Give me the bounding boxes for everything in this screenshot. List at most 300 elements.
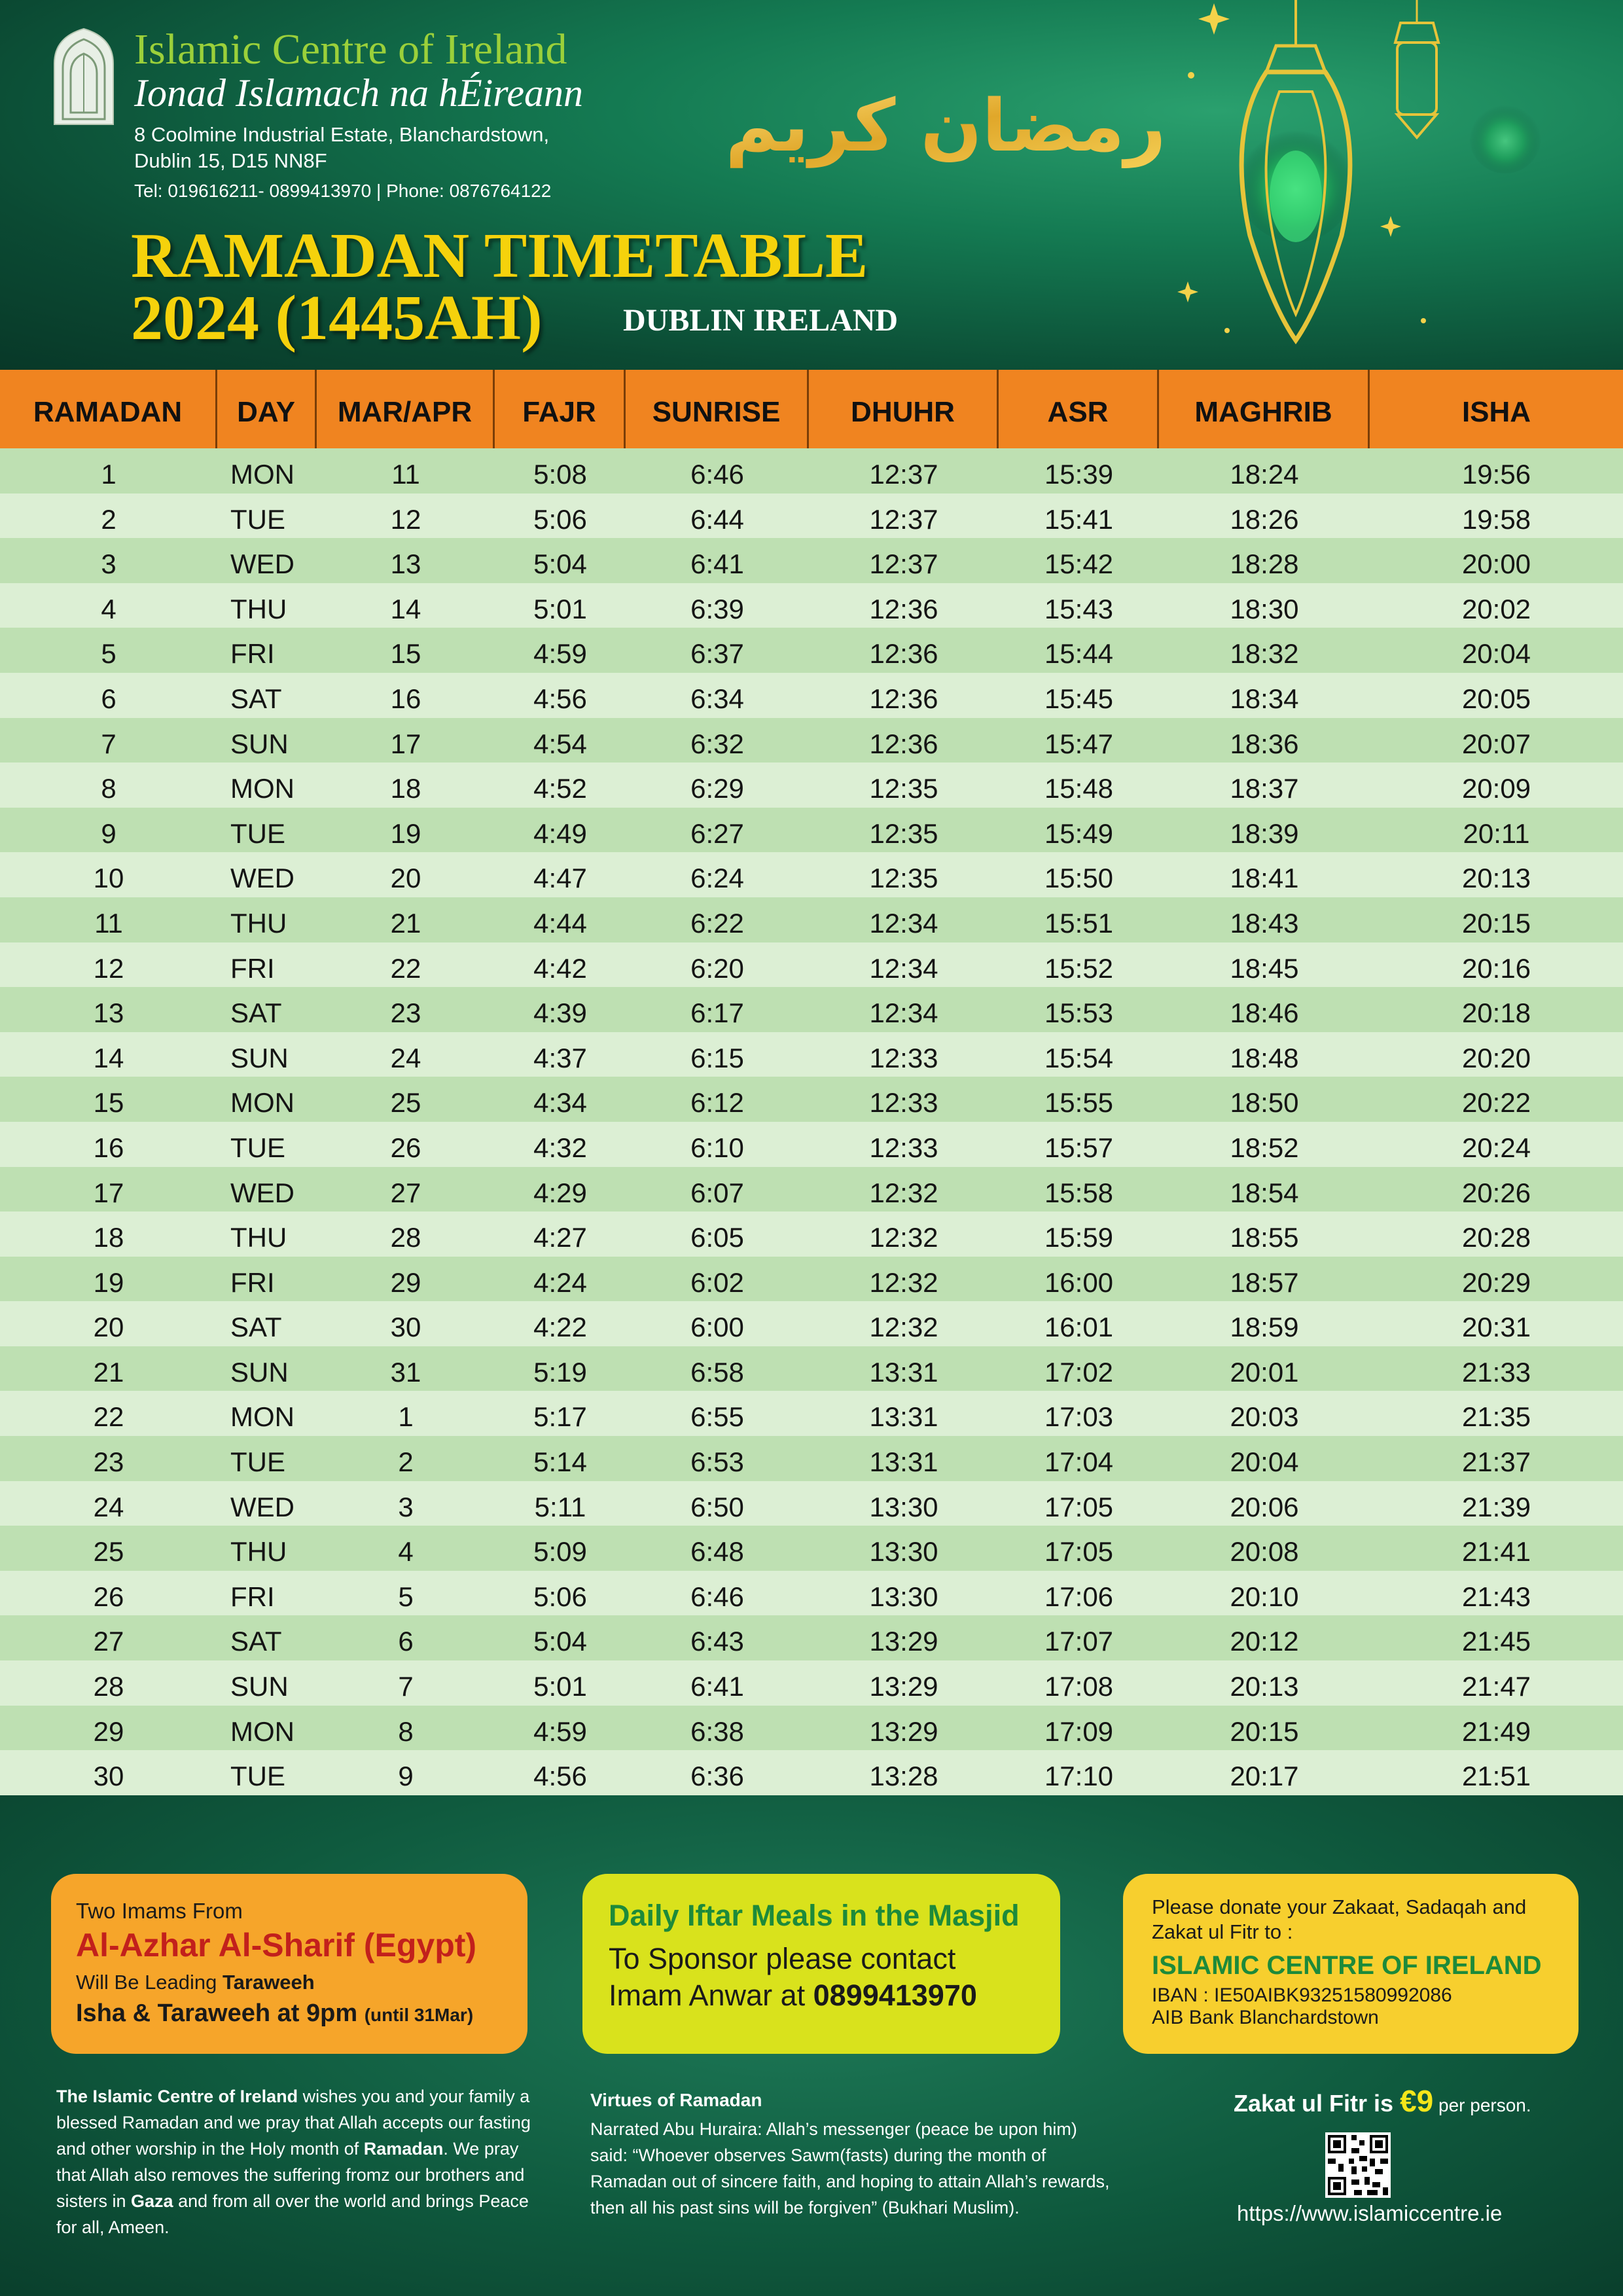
table-cell: 13:30 [869, 1491, 938, 1522]
table-row [0, 583, 1623, 628]
page-title-line-2: 2024 (1445AH) [131, 283, 543, 353]
table-cell: 9 [101, 817, 116, 849]
table-cell: 19:56 [1461, 459, 1531, 490]
table-cell: 12:35 [869, 773, 938, 804]
table-cell: 13 [390, 548, 421, 580]
table-row [0, 808, 1623, 853]
table-cell: 15:51 [1044, 907, 1114, 939]
iftar-line-2: Imam Anwar at 0899413970 [609, 1979, 977, 2012]
table-cell: 20:07 [1461, 728, 1531, 759]
table-cell: 15:44 [1044, 638, 1114, 670]
table-cell: 6:44 [690, 503, 744, 535]
table-cell: THU [230, 593, 287, 624]
table-cell: 8 [398, 1715, 414, 1747]
table-cell: 15:59 [1044, 1222, 1114, 1253]
website-link[interactable]: https://www.islamiccentre.ie [1237, 2201, 1503, 2225]
table-cell: 5:09 [533, 1536, 587, 1568]
table-cell: SUN [230, 1042, 289, 1073]
table-cell: 5 [398, 1581, 414, 1612]
table-cell: SUN [230, 1671, 289, 1702]
table-cell: 12:33 [869, 1042, 938, 1073]
table-cell: 4:59 [533, 638, 587, 670]
table-cell: 18:46 [1230, 997, 1299, 1029]
table-cell: FRI [230, 638, 275, 670]
table-cell: 5:01 [533, 1671, 587, 1702]
table-cell: 5 [101, 638, 116, 670]
table-row [0, 1750, 1623, 1795]
table-row [0, 1211, 1623, 1257]
table-cell: 21 [390, 907, 421, 939]
table-cell: 21:37 [1461, 1446, 1531, 1478]
table-cell: 6:17 [690, 997, 744, 1029]
table-cell: 20:18 [1461, 997, 1531, 1029]
table-cell: 20:08 [1230, 1536, 1299, 1568]
table-cell: 6:15 [690, 1042, 744, 1073]
table-cell: 20:15 [1230, 1715, 1299, 1747]
table-cell: 20:13 [1461, 863, 1531, 894]
table-cell: 17:09 [1044, 1715, 1114, 1747]
table-cell: 20 [390, 863, 421, 894]
table-cell: 17:04 [1044, 1446, 1114, 1478]
table-cell: 21:43 [1461, 1581, 1531, 1612]
table-cell: 20:22 [1461, 1087, 1531, 1119]
column-header: RAMADAN [0, 370, 217, 448]
table-cell: FRI [230, 1266, 275, 1298]
table-cell: 20:17 [1230, 1761, 1299, 1792]
table-cell: 20:15 [1461, 907, 1531, 939]
page-title-city: DUBLIN IRELAND [623, 303, 899, 338]
table-cell: 12:36 [869, 593, 938, 624]
table-cell: 28 [93, 1671, 124, 1702]
table-cell: 21:45 [1461, 1626, 1531, 1657]
table-cell: 6:46 [690, 1581, 744, 1612]
table-cell: 8 [101, 773, 116, 804]
table-cell: 30 [390, 1312, 421, 1343]
column-header: SUNRISE [626, 370, 809, 448]
table-cell: SAT [230, 683, 282, 714]
table-cell: 4:39 [533, 997, 587, 1029]
table-cell: 18:32 [1230, 638, 1299, 670]
table-cell: 6:43 [690, 1626, 744, 1657]
table-row [0, 1615, 1623, 1660]
table-cell: 16:00 [1044, 1266, 1114, 1298]
iftar-title: Daily Iftar Meals in the Masjid [609, 1899, 1020, 1932]
column-header: ASR [999, 370, 1159, 448]
column-header: FAJR [495, 370, 626, 448]
table-cell: MON [230, 1715, 294, 1747]
ramadan-kareem-calligraphy [725, 59, 1166, 190]
address [134, 122, 549, 174]
table-cell: 11 [94, 907, 123, 939]
svg-text:رمضان كريم: رمضان كريم [725, 84, 1166, 168]
table-cell: 29 [93, 1715, 124, 1747]
table-cell: 4:24 [533, 1266, 587, 1298]
iftar-line-1: To Sponsor please contact [609, 1942, 956, 1975]
table-cell: 20:03 [1230, 1401, 1299, 1433]
table-cell: 20:11 [1463, 817, 1530, 849]
table-row [0, 1526, 1623, 1571]
table-cell: THU [230, 1222, 287, 1253]
table-cell: 12:34 [869, 907, 938, 939]
table-cell: 12:37 [869, 459, 938, 490]
table-cell: 4:27 [533, 1222, 587, 1253]
table-cell: 17:05 [1044, 1491, 1114, 1522]
table-cell: SAT [230, 1626, 282, 1657]
qr-code-icon[interactable] [1325, 2132, 1391, 2198]
virtues-title: Virtues of Ramadan [590, 2090, 762, 2110]
table-cell: 19:58 [1461, 503, 1531, 535]
table-cell: 6:22 [690, 907, 744, 939]
table-cell: 19 [93, 1266, 124, 1298]
table-cell: 15:43 [1044, 593, 1114, 624]
table-cell: 16 [93, 1132, 124, 1163]
table-cell: 20:09 [1461, 773, 1531, 804]
table-cell: 4:56 [533, 683, 587, 714]
table-cell: 20:04 [1461, 638, 1531, 670]
table-cell: 4 [101, 593, 116, 624]
table-cell: 27 [390, 1177, 421, 1208]
table-cell: 6:12 [690, 1087, 744, 1119]
table-cell: 24 [93, 1491, 124, 1522]
table-cell: 6:20 [690, 952, 744, 984]
table-cell: SAT [230, 997, 282, 1029]
table-cell: MON [230, 459, 294, 490]
table-cell: 15:47 [1044, 728, 1114, 759]
table-cell: 4:37 [533, 1042, 587, 1073]
table-cell: 5:06 [533, 503, 587, 535]
table-cell: 15:39 [1044, 459, 1114, 490]
table-cell: 15:57 [1044, 1132, 1114, 1163]
table-cell: 15:50 [1044, 863, 1114, 894]
address-line-1: 8 Coolmine Industrial Estate, Blanchardstown, [134, 123, 550, 146]
table-cell: THU [230, 907, 287, 939]
table-cell: 16 [390, 683, 421, 714]
table-cell: 14 [390, 593, 421, 624]
table-cell: 20:16 [1461, 952, 1531, 984]
table-cell: 20:01 [1230, 1356, 1299, 1388]
table-cell: 6:29 [690, 773, 744, 804]
table-cell: 18:28 [1230, 548, 1299, 580]
table-cell: 26 [93, 1581, 124, 1612]
table-cell: 5:01 [533, 593, 587, 624]
table-cell: 18:26 [1230, 503, 1299, 535]
table-cell: 21:39 [1461, 1491, 1531, 1522]
table-cell: 20:06 [1230, 1491, 1299, 1522]
table-cell: 20:12 [1230, 1626, 1299, 1657]
iftar-card [582, 1874, 1060, 2054]
table-cell: 6:46 [690, 459, 744, 490]
donate-iban: IBAN : IE50AIBK93251580992086 [1152, 1984, 1452, 2006]
table-cell: 15:42 [1044, 548, 1114, 580]
table-cell: WED [230, 1491, 294, 1522]
table-cell: 17:03 [1044, 1401, 1114, 1433]
table-cell: 5:04 [533, 548, 587, 580]
table-cell: 17 [93, 1177, 124, 1208]
table-cell: 18:54 [1230, 1177, 1299, 1208]
column-header: MAGHRIB [1159, 370, 1370, 448]
table-cell: 5:17 [533, 1401, 587, 1433]
table-cell: TUE [230, 1446, 285, 1478]
table-cell: FRI [230, 1581, 275, 1612]
table-cell: 21:33 [1461, 1356, 1531, 1388]
donate-line-1: Please donate your Zakaat, Sadaqah and Zakat ul Fitr to : [1152, 1895, 1527, 1943]
table-cell: 6:34 [690, 683, 744, 714]
table-cell: 12:35 [869, 817, 938, 849]
table-cell: 13:28 [869, 1761, 938, 1792]
table-cell: FRI [230, 952, 275, 984]
table-cell: 15:52 [1044, 952, 1114, 984]
table-cell: TUE [230, 1761, 285, 1792]
table-cell: 15:58 [1044, 1177, 1114, 1208]
table-cell: 13 [93, 997, 124, 1029]
table-cell: 18:50 [1230, 1087, 1299, 1119]
table-row [0, 538, 1623, 583]
table-row [0, 673, 1623, 718]
table-cell: WED [230, 863, 294, 894]
column-header: DAY [217, 370, 317, 448]
table-cell: 20:20 [1461, 1042, 1531, 1073]
column-header: DHUHR [809, 370, 999, 448]
table-cell: WED [230, 548, 294, 580]
table-cell: 15:53 [1044, 997, 1114, 1029]
table-cell: 12:34 [869, 952, 938, 984]
table-cell: 23 [390, 997, 421, 1029]
table-cell: 16:01 [1044, 1312, 1114, 1343]
table-cell: 6:58 [690, 1356, 744, 1388]
table-row [0, 852, 1623, 897]
table-cell: 4:54 [533, 728, 587, 759]
table-cell: 21:51 [1461, 1761, 1531, 1792]
table-cell: 2 [398, 1446, 414, 1478]
footer [0, 1795, 1623, 2296]
table-cell: 1 [101, 459, 116, 490]
table-cell: 14 [93, 1042, 124, 1073]
table-row [0, 1391, 1623, 1436]
table-cell: 3 [398, 1491, 414, 1522]
table-cell: MON [230, 1401, 294, 1433]
table-cell: 6:00 [690, 1312, 744, 1343]
table-cell: 24 [390, 1042, 421, 1073]
table-cell: 17:08 [1044, 1671, 1114, 1702]
table-row [0, 718, 1623, 763]
table-cell: 18 [93, 1222, 124, 1253]
table-cell: 6:05 [690, 1222, 744, 1253]
table-cell: 4:44 [533, 907, 587, 939]
table-cell: 12:32 [869, 1177, 938, 1208]
table-cell: 22 [390, 952, 421, 984]
table-cell: 18 [390, 773, 421, 804]
address-line-2: Dublin 15, D15 NN8F [134, 149, 327, 172]
table-cell: 5:08 [533, 459, 587, 490]
table-cell: 6:41 [690, 1671, 744, 1702]
lantern-decoration-icon [1165, 0, 1466, 367]
table-cell: 17:10 [1044, 1761, 1114, 1792]
table-cell: 17:06 [1044, 1581, 1114, 1612]
table-cell: 4:42 [533, 952, 587, 984]
table-cell: 12 [390, 503, 421, 535]
table-cell: 4 [398, 1536, 414, 1568]
table-cell: 4:29 [533, 1177, 587, 1208]
table-cell: 12:37 [869, 503, 938, 535]
table-row [0, 897, 1623, 942]
table-cell: 4:59 [533, 1715, 587, 1747]
table-cell: 6:27 [690, 817, 744, 849]
table-cell: 18:43 [1230, 907, 1299, 939]
table-cell: 12:32 [869, 1266, 938, 1298]
mosque-logo-icon [51, 27, 116, 124]
table-cell: 12:34 [869, 997, 938, 1029]
table-cell: 9 [398, 1761, 414, 1792]
table-cell: 6 [398, 1626, 414, 1657]
table-cell: 12:33 [869, 1087, 938, 1119]
table-cell: 5:06 [533, 1581, 587, 1612]
table-cell: 25 [390, 1087, 421, 1119]
table-cell: 21:49 [1461, 1715, 1531, 1747]
table-cell: 15:55 [1044, 1087, 1114, 1119]
table-cell: 20:02 [1461, 593, 1531, 624]
table-cell: 12:37 [869, 548, 938, 580]
table-row [0, 1436, 1623, 1481]
table-cell: 20:10 [1230, 1581, 1299, 1612]
table-cell: 12:36 [869, 728, 938, 759]
table-cell: 20:05 [1461, 683, 1531, 714]
table-cell: 6:53 [690, 1446, 744, 1478]
table-row [0, 1346, 1623, 1391]
table-cell: 25 [93, 1536, 124, 1568]
table-cell: 5:19 [533, 1356, 587, 1388]
table-cell: SAT [230, 1312, 282, 1343]
table-cell: 5:04 [533, 1626, 587, 1657]
table-cell: 18:30 [1230, 593, 1299, 624]
table-row [0, 1481, 1623, 1526]
org-name-irish: Ionad Islamach na hÉireann [134, 71, 584, 115]
table-cell: 10 [93, 863, 124, 894]
table-cell: 6:39 [690, 593, 744, 624]
table-cell: 7 [101, 728, 116, 759]
table-row [0, 762, 1623, 808]
table-cell: 4:49 [533, 817, 587, 849]
table-cell: 13:29 [869, 1715, 938, 1747]
table-row [0, 448, 1623, 493]
table-cell: 12:32 [869, 1312, 938, 1343]
virtues-text: Narrated Abu Huraira: Allah’s messenger (peace be upon him) said: “Whoever observes Sawm(fasts) during the month of Ramadan out of sincere faith, and hoping to attain Allah’s rewards, then all his past sins will be forgiven” (Bukhari Muslim). [590, 2119, 1110, 2217]
phone-numbers: Tel: 019616211- 0899413970 | Phone: 0876764122 [134, 181, 552, 201]
table-cell: 7 [398, 1671, 414, 1702]
table-cell: 13:30 [869, 1536, 938, 1568]
page-title-line-1: RAMADAN TIMETABLE [131, 221, 868, 291]
table-cell: 12:35 [869, 863, 938, 894]
table-cell: 18:59 [1230, 1312, 1299, 1343]
table-cell: 4:56 [533, 1761, 587, 1792]
table-row [0, 1301, 1623, 1346]
table-cell: 6:38 [690, 1715, 744, 1747]
table-cell: 12:36 [869, 683, 938, 714]
table-cell: 6:24 [690, 863, 744, 894]
table-cell: 4:22 [533, 1312, 587, 1343]
table-cell: 20:26 [1461, 1177, 1531, 1208]
timetable-body [0, 448, 1623, 1795]
table-cell: 20:29 [1461, 1266, 1531, 1298]
table-cell: 3 [101, 548, 116, 580]
table-row [0, 628, 1623, 673]
table-row [0, 1257, 1623, 1302]
table-cell: 18:39 [1230, 817, 1299, 849]
table-cell: 18:34 [1230, 683, 1299, 714]
table-cell: WED [230, 1177, 294, 1208]
imams-line-2: Al-Azhar Al-Sharif (Egypt) [76, 1927, 477, 1964]
table-cell: 1 [398, 1401, 414, 1433]
table-cell: 6:36 [690, 1761, 744, 1792]
table-cell: 4:32 [533, 1132, 587, 1163]
table-cell: TUE [230, 817, 285, 849]
table-cell: 21 [93, 1356, 124, 1388]
table-cell: 13:31 [869, 1356, 938, 1388]
table-cell: 15:48 [1044, 773, 1114, 804]
table-cell: SUN [230, 728, 289, 759]
imams-card [51, 1874, 527, 2054]
table-row [0, 1660, 1623, 1706]
imams-line-4: Isha & Taraweeh at 9pm (until 31Mar) [76, 2000, 474, 2027]
table-cell: 12:36 [869, 638, 938, 670]
table-cell: 12:32 [869, 1222, 938, 1253]
imams-line-1: Two Imams From [76, 1899, 243, 1923]
table-cell: 6:41 [690, 548, 744, 580]
table-cell: 13:30 [869, 1581, 938, 1612]
table-cell: 29 [390, 1266, 421, 1298]
donate-card [1123, 1874, 1578, 2054]
table-cell: 21:47 [1461, 1671, 1531, 1702]
table-cell: 15 [93, 1087, 124, 1119]
table-cell: 18:36 [1230, 728, 1299, 759]
table-cell: 18:37 [1230, 773, 1299, 804]
table-cell: 5:11 [534, 1491, 586, 1522]
table-cell: 18:57 [1230, 1266, 1299, 1298]
org-name-english: Islamic Centre of Ireland [134, 26, 567, 73]
table-cell: 6:10 [690, 1132, 744, 1163]
table-row [0, 987, 1623, 1032]
table-cell: 6:50 [690, 1491, 744, 1522]
table-cell: 12:33 [869, 1132, 938, 1163]
table-cell: 18:24 [1230, 459, 1299, 490]
table-cell: 21:41 [1461, 1536, 1531, 1568]
table-cell: 6 [101, 683, 116, 714]
table-cell: 20:28 [1461, 1222, 1531, 1253]
blessing-text: The Islamic Centre of Ireland wishes you and your family a blessed Ramadan and we pray that Allah accepts our fasting and other worship in the Holy month of Ramadan. We pray that Allah also removes the suffering fromz our brothers and sisters in Gaza and from all over the world and brings Peace for all, Ameen. [56, 2087, 531, 2237]
table-cell: 17 [390, 728, 421, 759]
table-cell: MON [230, 773, 294, 804]
table-cell: 13:29 [869, 1626, 938, 1657]
table-cell: 6:55 [690, 1401, 744, 1433]
table-cell: 13:31 [869, 1446, 938, 1478]
table-cell: 15:45 [1044, 683, 1114, 714]
table-cell: 6:37 [690, 638, 744, 670]
table-cell: 15 [390, 638, 421, 670]
table-cell: 17:07 [1044, 1626, 1114, 1657]
table-cell: 18:41 [1230, 863, 1299, 894]
table-row [0, 1571, 1623, 1616]
table-cell: 31 [390, 1356, 421, 1388]
table-cell: 20:04 [1230, 1446, 1299, 1478]
table-cell: 17:05 [1044, 1536, 1114, 1568]
imams-line-3: Will Be Leading Taraweeh [76, 1971, 315, 1994]
table-cell: 12 [93, 952, 124, 984]
table-cell: THU [230, 1536, 287, 1568]
table-cell: 6:32 [690, 728, 744, 759]
table-row [0, 1032, 1623, 1077]
table-cell: SUN [230, 1356, 289, 1388]
table-cell: 13:29 [869, 1671, 938, 1702]
table-cell: 27 [93, 1626, 124, 1657]
